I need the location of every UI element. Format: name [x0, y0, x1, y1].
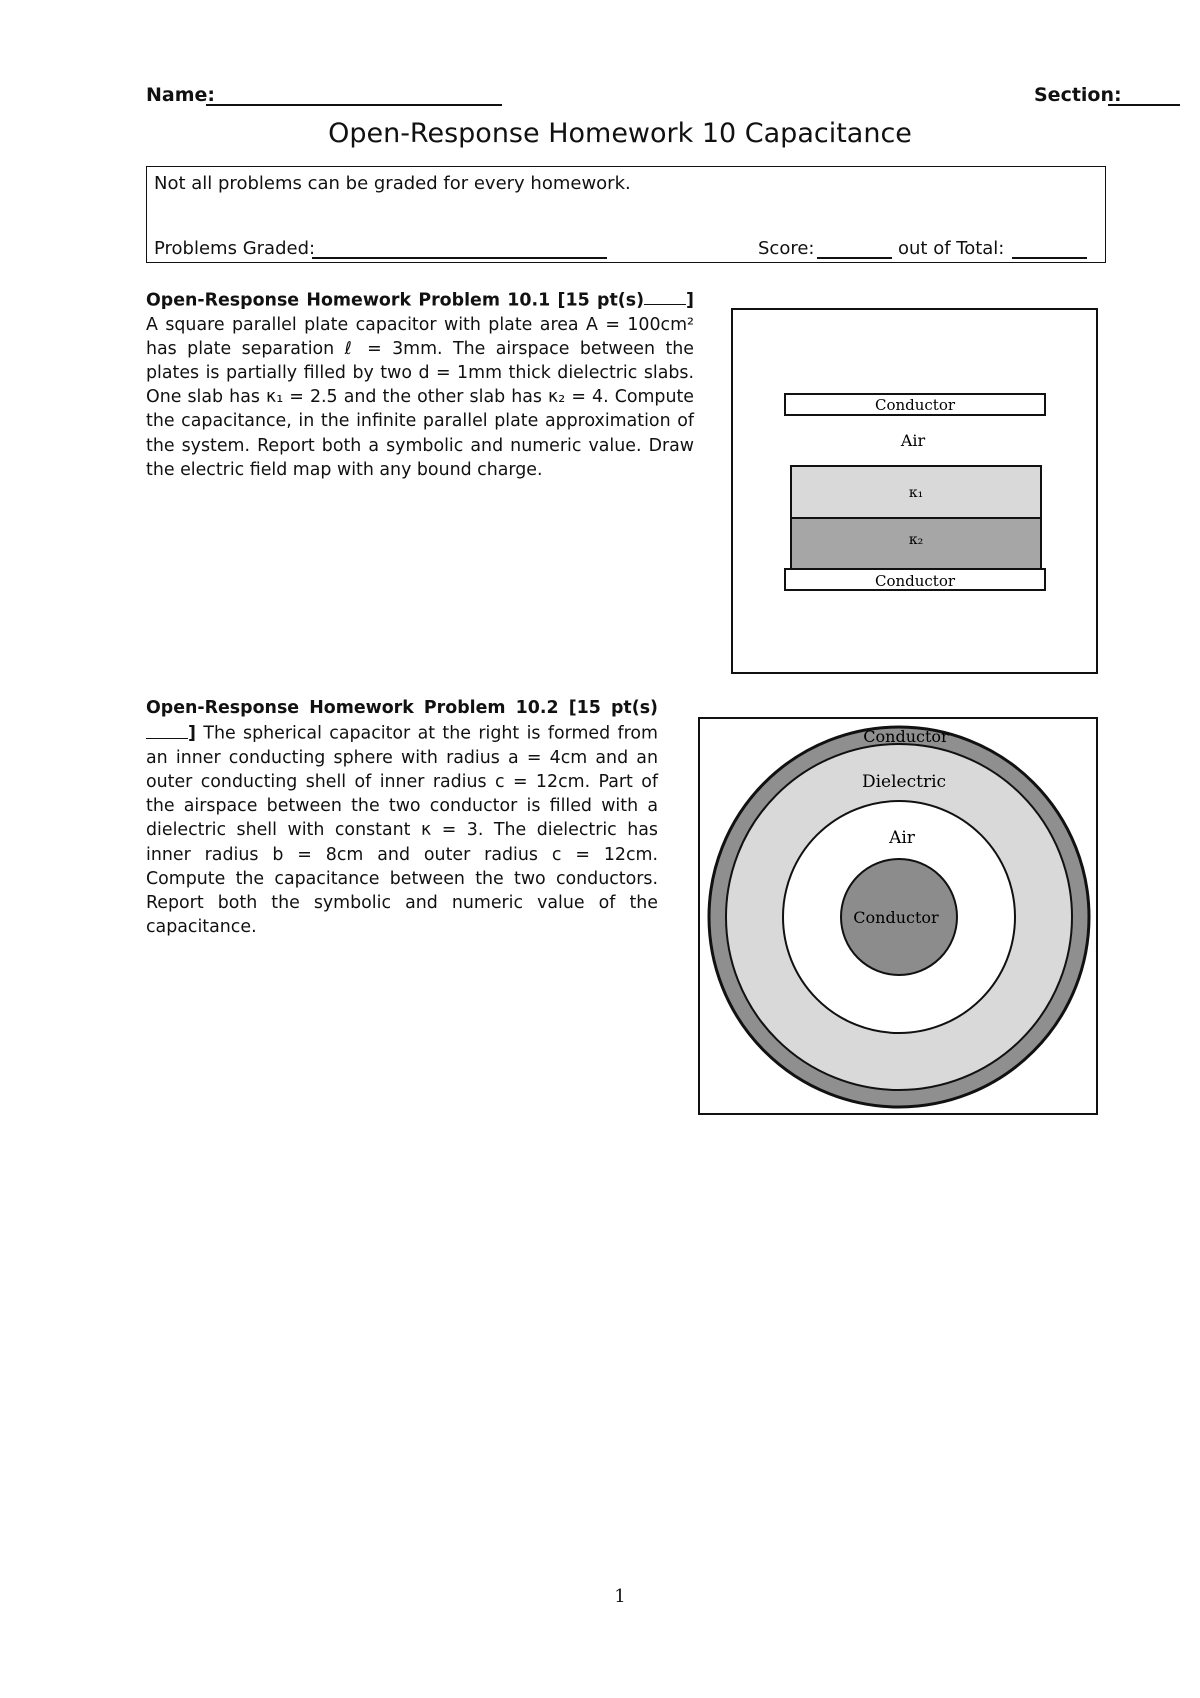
total-field[interactable] — [1012, 257, 1087, 259]
parallel-plate-diagram — [733, 310, 1096, 672]
score-field[interactable] — [817, 257, 892, 259]
problem-2-score-blank[interactable] — [146, 720, 188, 738]
problems-graded-label: Problems Graded: — [154, 238, 316, 259]
air-label: Air — [889, 828, 915, 848]
problem-1-score-blank[interactable] — [644, 287, 686, 305]
outer-conductor-label: Conductor — [863, 727, 949, 746]
spherical-capacitor-figure — [698, 717, 1098, 1115]
dielectric-label: Dielectric — [861, 772, 947, 792]
problem-1-text — [146, 287, 694, 482]
grading-box — [146, 166, 1106, 263]
slab-2-label: κ₂ — [908, 532, 924, 548]
problem-1-heading: Open-Response Homework Problem 10.1 [15 pt(s) — [146, 290, 645, 311]
section-label: Section: — [1034, 84, 1122, 106]
inner-conductor-label: Conductor — [853, 908, 939, 927]
bottom-conductor-label: Conductor — [874, 572, 956, 590]
name-label: Name: — [146, 84, 216, 106]
out-of-total-label: out of Total: — [898, 238, 1005, 259]
problem-2-heading-close: ] — [188, 723, 196, 744]
problem-2-text — [146, 696, 658, 939]
parallel-plate-figure — [731, 308, 1098, 674]
top-conductor-label: Conductor — [874, 396, 956, 414]
name-field[interactable] — [206, 104, 502, 106]
grading-note: Not all problems can be graded for every homework. — [154, 173, 631, 194]
slab-1-label: κ₁ — [908, 485, 924, 501]
problems-graded-field[interactable] — [312, 257, 607, 259]
problem-1-heading-close: ] — [686, 290, 694, 311]
page-number: 1 — [614, 1586, 626, 1607]
page-title: Open-Response Homework 10 Capacitance — [328, 118, 912, 149]
problem-1-body: A square parallel plate capacitor with plate area A = 100cm² has plate separation ℓ = 3mm. The airspace between the plates is partially filled by two d = 1mm thick dielectric slabs. One slab has κ₁ = 2.5 and the other slab has κ₂ = 4. Compute the capacitance, in the infinite parallel plate approximation of the system. Report both a symbolic and numeric value. Draw the electric field map with any bound charge. — [146, 314, 694, 480]
section-field[interactable] — [1108, 104, 1180, 106]
problem-2-heading: Open-Response Homework Problem 10.2 [15 pt(s) — [146, 698, 658, 718]
score-label: Score: — [758, 238, 815, 259]
problem-2-body: The spherical capacitor at the right is formed from an inner conducting sphere with radius a = 4cm and an outer conducting shell of inner radius c = 12cm. Part of the airspace between the two conductor is filled with a dielectric shell with constant κ = 3. The dielectric has inner radius b = 8cm and outer radius c = 12cm. Compute the capacitance between the two conductors. Report both the symbolic and numeric value of the capacitance. — [146, 723, 658, 938]
spherical-capacitor-diagram — [700, 719, 1096, 1113]
air-gap-label: Air — [900, 431, 926, 450]
